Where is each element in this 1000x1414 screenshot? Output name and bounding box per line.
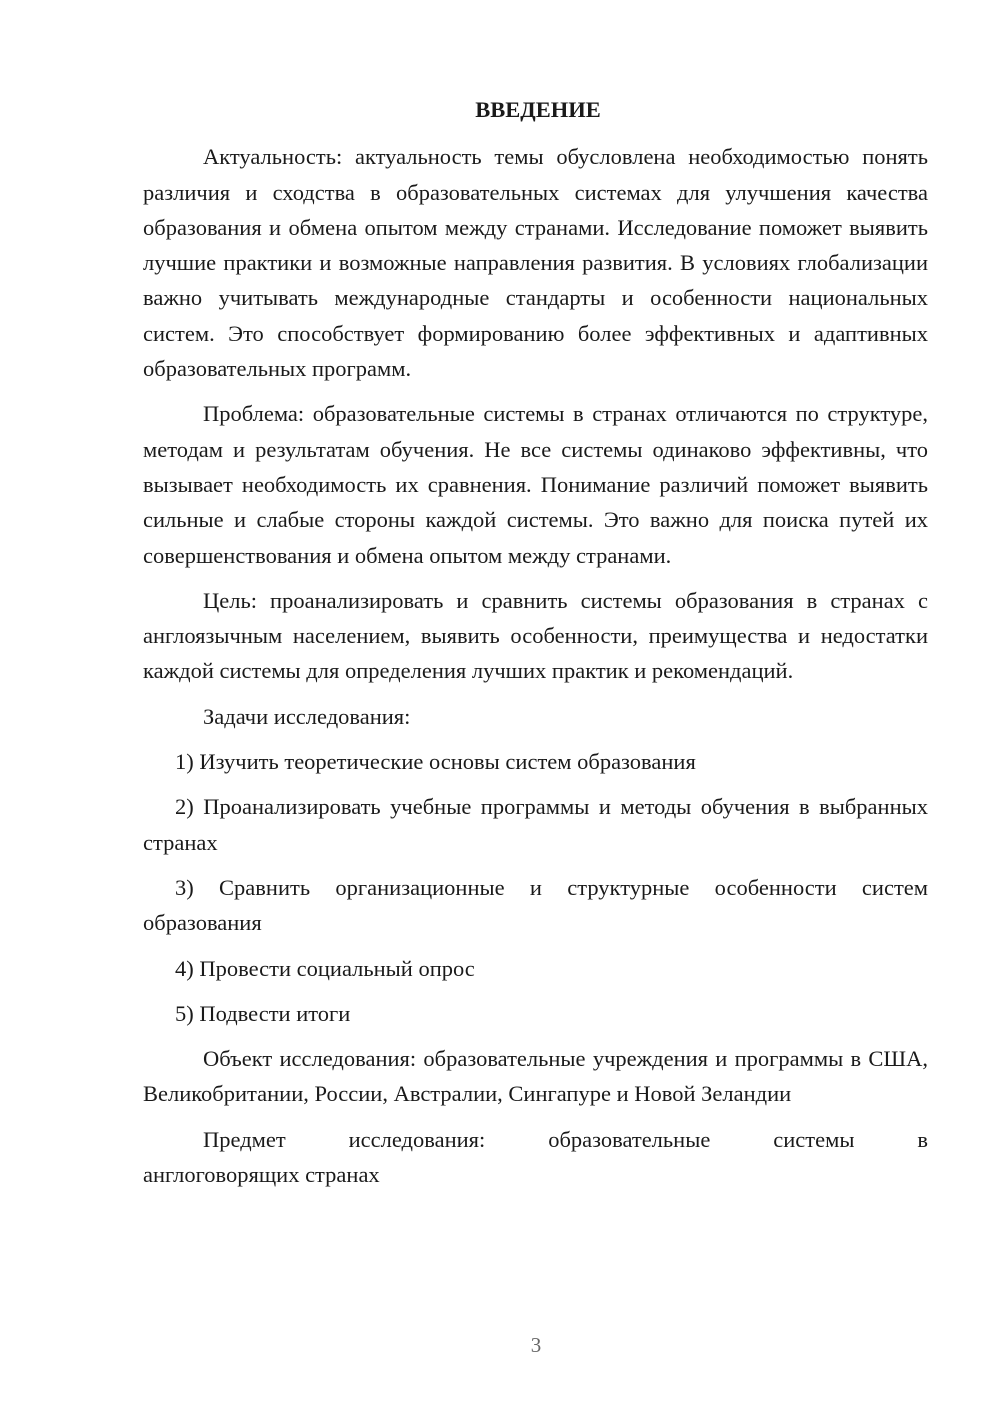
subject-word: системы xyxy=(773,1126,855,1152)
page-title: ВВЕДЕНИЕ xyxy=(475,97,601,122)
list-item: 1) Изучить теоретические основы систем образования xyxy=(175,749,696,775)
subject-word: исследования: xyxy=(348,1126,486,1152)
list-item: 3) Сравнить организационные и структурные особенности систем образования xyxy=(143,874,928,936)
paragraph-goal: Цель: проанализировать и сравнить системы образования в странах с англоязычным населением, выявить особенности, преимущества и недостатки каждой системы для определения лучших практик и рекомендаций. xyxy=(143,587,928,684)
paragraph-problem: Проблема: образовательные системы в странах отличаются по структуре, методам и результатам обучения. Не все системы одинаково эффективны, что вызывает необходимость их сравнения. Понимание различий поможет выявить сильные и слабые стороны каждой системы. Это важно для поиска путей их совершенствования и обмена опытом между странами. xyxy=(143,401,928,568)
paragraph-object: Объект исследования: образовательные учреждения и программы в США, Великобритании, России, Австралии, Сингапуре и Новой Зеландии xyxy=(143,1046,928,1107)
tasks-heading: Задачи исследования: xyxy=(203,703,411,729)
list-item: 2) Проанализировать учебные программы и методы обучения в выбранных странах xyxy=(143,794,928,855)
subject-word: в xyxy=(917,1126,928,1152)
subject-word: Предмет xyxy=(203,1126,286,1152)
list-item: 5) Подвести итоги xyxy=(175,1000,351,1026)
subject-first-line xyxy=(203,1122,928,1157)
page-content xyxy=(143,92,928,1192)
list-item: 4) Провести социальный опрос xyxy=(175,955,475,981)
subject-word: образовательные xyxy=(548,1126,711,1152)
paragraph-relevance: Актуальность: актуальность темы обусловлена необходимостью понять различия и сходства в образовательных системах для улучшения качества образования и обмена опытом между странами. Исследование поможет выявить лучшие практики и возможные направления развития. В условиях глобализации важно учитывать международные стандарты и особенности национальных систем. Это способствует формированию более эффективных и адаптивных образовательных программ. xyxy=(143,144,928,382)
page-number: 3 xyxy=(530,1333,542,1357)
paragraph-subject xyxy=(143,1122,928,1157)
subject-second-line: англоговорящих странах xyxy=(143,1162,380,1188)
